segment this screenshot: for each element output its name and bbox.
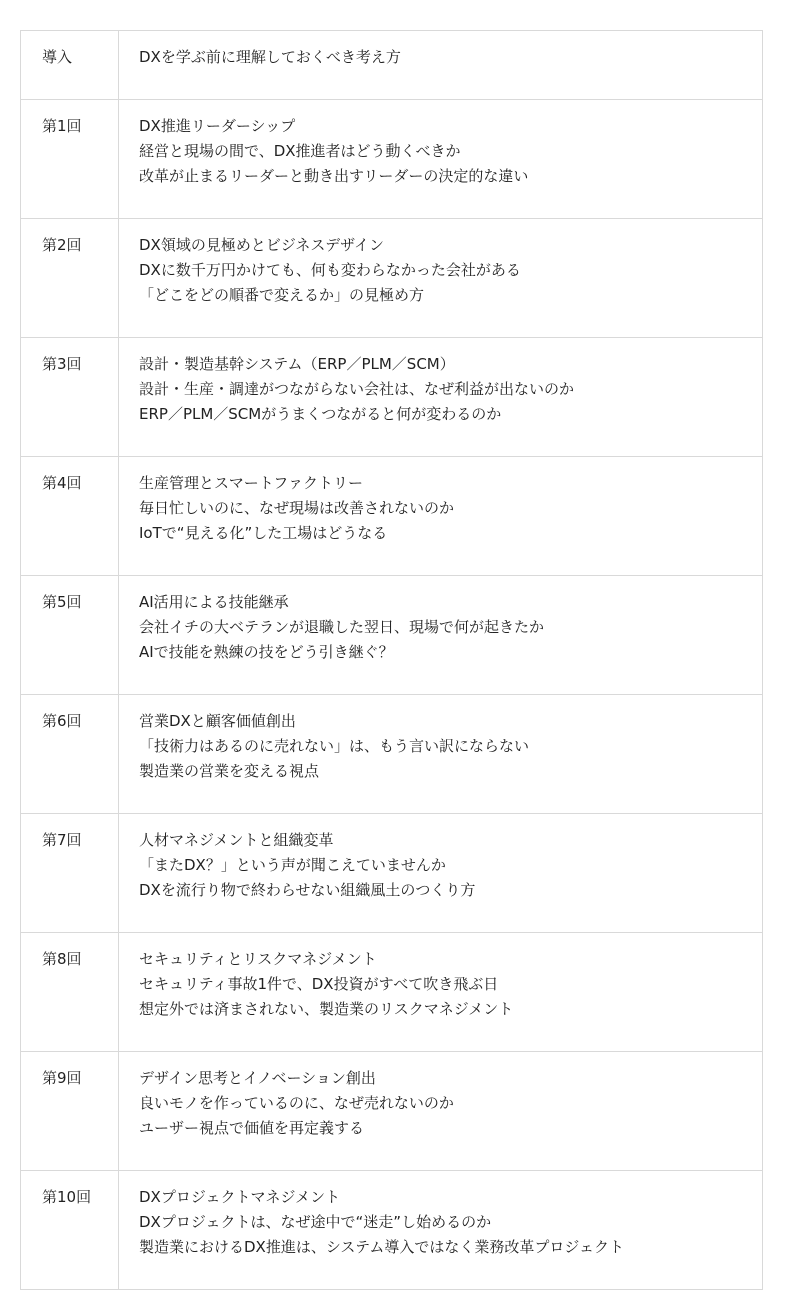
session-description-line: 改革が止まるリーダーと動き出すリーダーの決定的な違い [139, 167, 529, 185]
session-content [119, 1052, 763, 1171]
session-description-line: DXを流行り物で終わらせない組織風土のつくり方 [139, 881, 476, 899]
session-content [119, 1171, 763, 1290]
session-description-line: IoTで“見える化”した工場はどうなる [139, 524, 388, 542]
session-label: 第3回 [21, 338, 119, 457]
session-content [119, 576, 763, 695]
session-content [119, 933, 763, 1052]
curriculum-table-body [21, 31, 763, 1290]
session-row [21, 1052, 763, 1171]
session-title: AI活用による技能継承 [139, 593, 289, 611]
session-title: 人材マネジメントと組織変革 [139, 831, 334, 849]
session-label: 第7回 [21, 814, 119, 933]
session-content [119, 695, 763, 814]
session-description-line: DXに数千万円かけても、何も変わらなかった会社がある [139, 261, 521, 279]
intro-row [21, 31, 763, 100]
session-label: 第6回 [21, 695, 119, 814]
session-title: DX領域の見極めとビジネスデザイン [139, 236, 385, 254]
session-description-line: セキュリティ事故1件で、DX投資がすべて吹き飛ぶ日 [139, 975, 499, 993]
session-row [21, 933, 763, 1052]
session-label: 第5回 [21, 576, 119, 695]
session-content [119, 814, 763, 933]
session-title: デザイン思考とイノベーション創出 [139, 1069, 376, 1087]
session-description-line: DXプロジェクトは、なぜ途中で“迷走”し始めるのか [139, 1213, 492, 1231]
session-description-line: 毎日忙しいのに、なぜ現場は改善されないのか [139, 499, 455, 517]
session-description-line: AIで技能を熟練の技をどう引き継ぐ？ [139, 643, 394, 661]
session-row [21, 1171, 763, 1290]
session-description-line: 製造業の営業を変える視点 [139, 762, 320, 780]
session-description-line: 会社イチの大ベテランが退職した翌日、現場で何が起きたか [139, 618, 545, 636]
session-content [119, 219, 763, 338]
session-title: DXプロジェクトマネジメント [139, 1188, 341, 1206]
session-description-line: 「またDX？」という声が聞こえていませんか [139, 856, 446, 874]
session-description-line: 良いモノを作っているのに、なぜ売れないのか [139, 1094, 454, 1112]
session-description-line: ERP／PLM／SCMがうまくつながると何が変わるのか [139, 405, 502, 423]
session-title: 生産管理とスマートファクトリー [139, 474, 363, 492]
session-content [119, 457, 763, 576]
intro-text: DXを学ぶ前に理解しておくべき考え方 [119, 31, 763, 100]
session-description-line: 「技術力はあるのに売れない」は、もう言い訳にならない [139, 737, 530, 755]
session-label: 第10回 [21, 1171, 119, 1290]
curriculum-table [20, 30, 763, 1290]
session-label: 第1回 [21, 100, 119, 219]
session-label: 第9回 [21, 1052, 119, 1171]
session-description-line: 経営と現場の間で、DX推進者はどう動くべきか [139, 142, 461, 160]
session-label: 第2回 [21, 219, 119, 338]
session-row [21, 100, 763, 219]
session-row [21, 695, 763, 814]
session-title: 設計・製造基幹システム（ERP／PLM／SCM） [139, 355, 455, 373]
intro-label: 導入 [21, 31, 119, 100]
session-label: 第4回 [21, 457, 119, 576]
session-row [21, 219, 763, 338]
session-title: DX推進リーダーシップ [139, 117, 296, 135]
session-title: 営業DXと顧客価値創出 [139, 712, 296, 730]
session-description-line: 「どこをどの順番で変えるか」の見極め方 [139, 286, 425, 304]
session-description-line: 製造業におけるDX推進は、システム導入ではなく業務改革プロジェクト [139, 1238, 625, 1256]
session-row [21, 338, 763, 457]
session-content [119, 100, 763, 219]
session-title: セキュリティとリスクマネジメント [139, 950, 377, 968]
session-content [119, 338, 763, 457]
session-label: 第8回 [21, 933, 119, 1052]
session-description-line: 想定外では済まされない、製造業のリスクマネジメント [139, 1000, 514, 1018]
session-row [21, 457, 763, 576]
session-description-line: 設計・生産・調達がつながらない会社は、なぜ利益が出ないのか [139, 380, 575, 398]
session-row [21, 576, 763, 695]
session-description-line: ユーザー視点で価値を再定義する [139, 1119, 365, 1137]
session-row [21, 814, 763, 933]
